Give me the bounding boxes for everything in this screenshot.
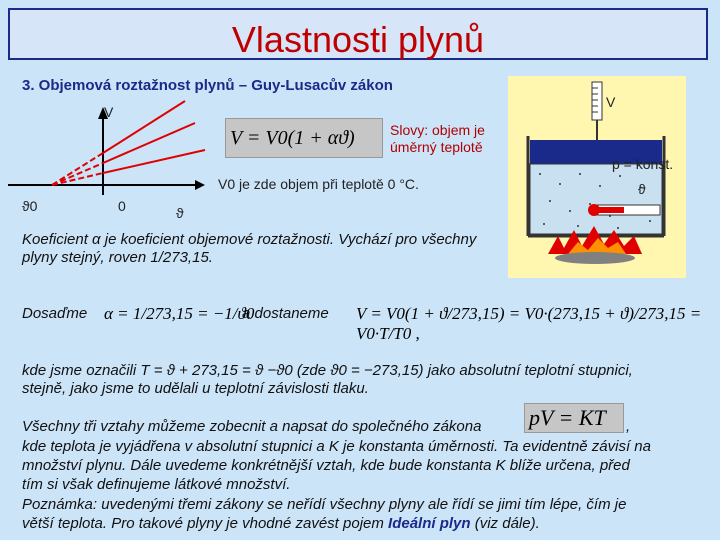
line-2 bbox=[103, 123, 195, 163]
para-line-4: tím si však definujeme látkové množství. bbox=[22, 476, 291, 493]
volume-temperature-graph bbox=[0, 95, 460, 225]
coef-text-line-2: plyny stejný, roven 1/273,15. bbox=[22, 249, 213, 266]
line-3 bbox=[103, 150, 205, 173]
v-axis-label: V bbox=[104, 104, 114, 120]
theta-axis-label: ϑ bbox=[176, 205, 184, 221]
para-line-5: Poznámka: uvedenými třemi zákony se neřídí všechny plyny ale řídí se jimi tím lépe, čím je bbox=[22, 496, 627, 513]
apparatus-theta-label: ϑ bbox=[638, 181, 646, 197]
theta-axis-arrow bbox=[195, 180, 205, 190]
kde-line-1: kde jsme označili T = ϑ + 273,15 = ϑ −ϑ0 (zde ϑ0 = −273,15) jako absolutní teplotní stupnici, bbox=[22, 362, 633, 379]
apparatus-panel bbox=[508, 76, 686, 278]
para-line-6-start: větší teplota. Pro takové plyny je vhodné zavést pojem bbox=[22, 515, 389, 532]
thermometer-bulb bbox=[588, 204, 600, 216]
para-line-6-end: (viz dále). bbox=[470, 515, 540, 532]
line-1-dashed bbox=[52, 153, 103, 185]
ideal-gas-term: Ideální plyn bbox=[388, 515, 471, 532]
para-line-2: kde teplota je vyjádřena v absolutní stupnici a K je konstanta úměrnosti. Ta evidentně závisí na bbox=[22, 438, 651, 455]
slide-title: Vlastnosti plynů bbox=[231, 19, 485, 60]
a-dostaneme-label: a dostaneme bbox=[242, 305, 329, 322]
para-line-1: Všechny tři vztahy můžeme zobecnit a napsat do společného zákona bbox=[22, 418, 482, 435]
line-2-dashed bbox=[52, 163, 103, 185]
dosadme-label: Dosaďme bbox=[22, 305, 88, 322]
theta0-label: ϑ0 bbox=[22, 198, 38, 214]
main-formula: V = V0(1 + αϑ) bbox=[225, 118, 383, 158]
gas-volume bbox=[530, 164, 662, 234]
coef-text-line-1: Koeficient α je koeficient objemové roztažnosti. Vychází pro všechny bbox=[22, 231, 477, 248]
words-line-2: úměrný teplotě bbox=[390, 139, 483, 155]
section-subtitle: 3. Objemová roztažnost plynů – Guy-Lusacův zákon bbox=[22, 77, 393, 94]
para-line-6 bbox=[22, 515, 540, 533]
gas-cylinder-diagram bbox=[508, 76, 686, 278]
result-equation: V = V0(1 + ϑ/273,15) = V0·(273,15 + ϑ)/273,15 = V0·T/T0 , bbox=[356, 304, 702, 343]
kde-line-2: stejně, jako jsme to udělali u teplotní závislosti tlaku. bbox=[22, 380, 369, 397]
title-bar bbox=[8, 8, 708, 60]
apparatus-v-label: V bbox=[606, 94, 616, 110]
para-comma: , bbox=[626, 418, 631, 435]
para-line-3: množství plynu. Dále uvedeme konkrétnější vztah, kde bude konstanta K blíže určena, před bbox=[22, 457, 630, 474]
v0-note: V0 je zde objem při teplotě 0 °C. bbox=[218, 176, 419, 192]
alpha-equation: α = 1/273,15 = −1/ϑ0 bbox=[104, 304, 255, 323]
apparatus-p-label: p = konst. bbox=[612, 156, 674, 172]
general-law-formula: pV = KT bbox=[524, 403, 624, 433]
zero-label: 0 bbox=[118, 198, 126, 214]
words-line-1: Slovy: objem je bbox=[390, 122, 485, 138]
